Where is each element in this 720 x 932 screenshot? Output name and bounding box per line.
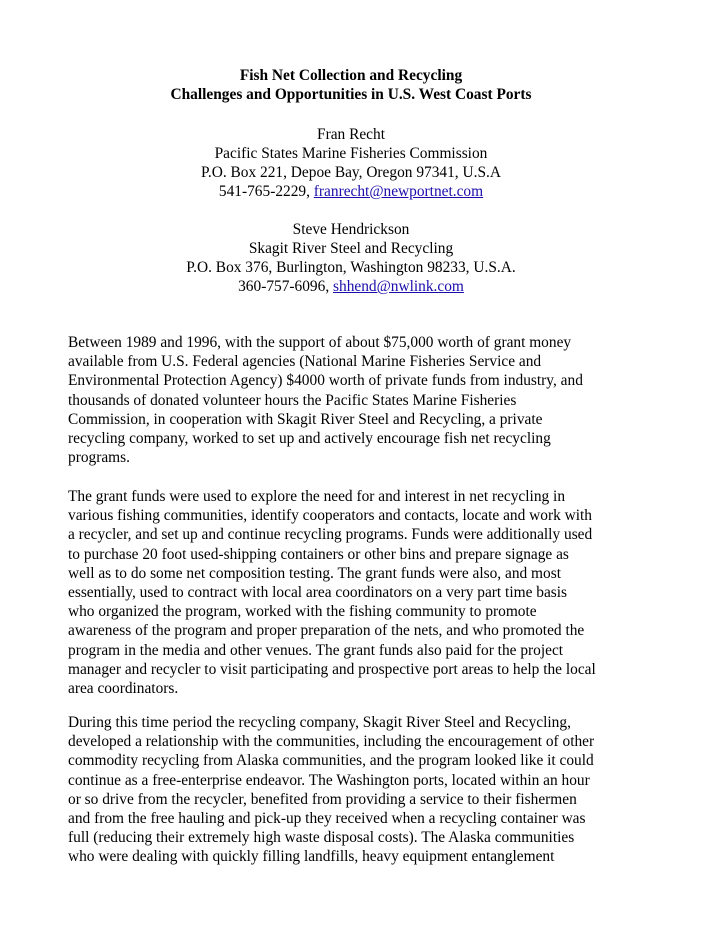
author-phone: 360-757-6096, bbox=[238, 278, 334, 295]
paragraph-line: area coordinators. bbox=[68, 680, 179, 698]
author-contact-line bbox=[0, 277, 702, 296]
paragraph-line: commodity recycling from Alaska communities, and the program looked like it could bbox=[68, 752, 594, 770]
paragraph-line: to purchase 20 foot used-shipping containers or other bins and prepare signage as bbox=[68, 545, 569, 563]
paragraph-line: developed a relationship with the communities, including the encouragement of other bbox=[68, 733, 595, 751]
paragraph-line: available from U.S. Federal agencies (National Marine Fisheries Service and bbox=[68, 353, 542, 371]
author-address: P.O. Box 221, Depoe Bay, Oregon 97341, U.S.A bbox=[201, 164, 501, 181]
paragraph-line: manager and recycler to visit participating and prospective port areas to help the local bbox=[68, 660, 596, 678]
author-name: Steve Hendrickson bbox=[292, 221, 410, 238]
title-line-2: Challenges and Opportunities in U.S. West Coast Ports bbox=[170, 86, 532, 103]
paragraph-line: awareness of the program and proper preparation of the nets, and who promoted the bbox=[68, 622, 585, 640]
paragraph-line: Between 1989 and 1996, with the support of about $75,000 worth of grant money bbox=[68, 334, 572, 351]
author-phone: 541-765-2229, bbox=[218, 183, 314, 200]
author-contact-line bbox=[0, 182, 702, 201]
paragraph-line: full (reducing their extremely high waste disposal costs). The Alaska communities bbox=[68, 829, 575, 847]
paragraph-line: various fishing communities, identify cooperators and contacts, locate and work with bbox=[68, 507, 593, 525]
author-block-1 bbox=[0, 125, 702, 201]
paragraph-line: The grant funds were used to explore the need for and interest in net recycling in bbox=[68, 488, 566, 505]
paragraph-line: a recycler, and set up and continue recycling programs. Funds were additionally used bbox=[68, 526, 593, 544]
body-paragraph-3 bbox=[68, 713, 648, 867]
paragraph-line: or so drive from the recycler, benefited from providing a service to their fishermen bbox=[68, 790, 577, 808]
paragraph-line: continue as a free-enterprise endeavor. The Washington ports, located within an hour bbox=[68, 771, 590, 789]
paragraph-line: who were dealing with quickly filling landfills, heavy equipment entanglement bbox=[68, 848, 555, 866]
paragraph-line: essentially, used to contract with local area coordinators on a very part time basis bbox=[68, 584, 568, 602]
author-email-link[interactable]: shhend@nwlink.com bbox=[333, 278, 464, 295]
body-paragraph-1 bbox=[68, 333, 648, 467]
author-address: P.O. Box 376, Burlington, Washington 98233, U.S.A. bbox=[186, 259, 516, 276]
author-organization: Pacific States Marine Fisheries Commission bbox=[214, 145, 488, 162]
title-line-1: Fish Net Collection and Recycling bbox=[239, 67, 463, 84]
document-title bbox=[0, 66, 702, 104]
author-email-link[interactable]: franrecht@newportnet.com bbox=[313, 183, 484, 200]
paragraph-line: well as to do some net composition testing. The grant funds were also, and most bbox=[68, 564, 561, 582]
paragraph-line: Commission, in cooperation with Skagit River Steel and Recycling, a private bbox=[68, 410, 543, 428]
paragraph-line: programs. bbox=[68, 449, 130, 467]
paragraph-line: program in the media and other venues. The grant funds also paid for the project bbox=[68, 641, 564, 659]
paragraph-line: During this time period the recycling company, Skagit River Steel and Recycling, bbox=[68, 714, 571, 731]
paragraph-line: thousands of donated volunteer hours the Pacific States Marine Fisheries bbox=[68, 391, 517, 409]
paragraph-line: who organized the program, worked with the fishing community to promote bbox=[68, 603, 537, 621]
paragraph-line: recycling company, worked to set up and actively encourage fish net recycling bbox=[68, 430, 551, 448]
paragraph-line: Environmental Protection Agency) $4000 worth of private funds from industry, and bbox=[68, 372, 583, 390]
body-paragraph-2 bbox=[68, 487, 648, 698]
author-block-2 bbox=[0, 220, 702, 296]
paragraph-line: and from the free hauling and pick-up they received when a recycling container was bbox=[68, 810, 586, 828]
author-name: Fran Recht bbox=[317, 126, 385, 143]
author-organization: Skagit River Steel and Recycling bbox=[248, 240, 454, 257]
